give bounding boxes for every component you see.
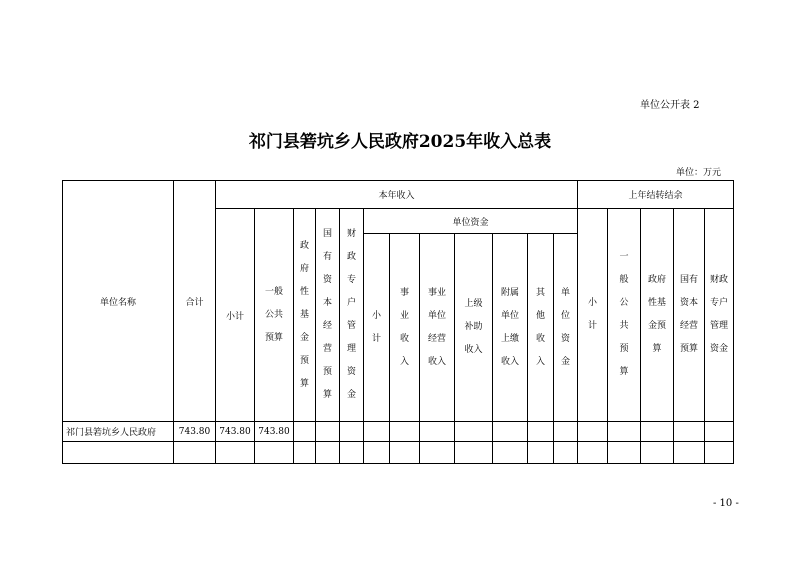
table-cell [390,422,420,442]
header-cy-state-capital: 国 有 资 本 经 营 预 算 [316,209,340,422]
table-cell [528,442,554,464]
header-cy-fiscal-special: 财 政 专 户 管 理 资 金 [340,209,364,422]
header-uf-business: 事 业 收 入 [390,234,420,422]
header-unit-funds: 单位资金 [364,209,578,234]
header-uf-operating: 事业 单位 经营 收入 [420,234,455,422]
header-cy-gov-fund: 政 府 性 基 金 预 算 [294,209,316,422]
table-cell [364,422,390,442]
page-title: 祁门县箬坑乡人民政府2025年收入总表 [248,132,552,152]
header-total: 合计 [174,181,216,422]
table-cell [608,422,641,442]
header-cy-general: 一般 公共 预算 [255,209,294,422]
header-uf-subsidy: 上级 补助 收入 [455,234,493,422]
table-cell [674,422,705,442]
table-cell [63,442,174,464]
page-number: - 10 - [713,498,739,509]
table-cell [340,422,364,442]
table-cell [316,442,340,464]
table-cell [554,422,578,442]
header-unit-name: 单位名称 [63,181,174,422]
table-cell [174,442,216,464]
header-current-year: 本年收入 [216,181,578,209]
header-py-fiscal-special: 财政 专户 管理 资金 [705,209,734,422]
header-py-unit-funds: 单 位 资 金 [554,234,578,422]
header-py-state-capital: 国有 资本 经营 预算 [674,209,705,422]
table-cell [705,442,734,464]
table-cell [578,422,608,442]
header-py-general: 一 般 公 共 预 算 [608,209,641,422]
table-row [63,422,734,442]
unit-label: 单位：万元 [676,168,722,178]
table-cell [294,442,316,464]
table-cell [340,442,364,464]
table-cell [674,442,705,464]
table-cell [554,442,578,464]
table-cell [455,442,493,464]
table-cell [705,422,734,442]
table-cell [578,442,608,464]
table-cell [216,442,255,464]
row-unit-name: 祁门县箬坑乡人民政府 [63,422,174,442]
header-prior-year: 上年结转结余 [578,181,734,209]
header-py-subtotal: 小 计 [578,209,608,422]
row-cy-subtotal: 743.80 [216,422,255,442]
table-cell [420,442,455,464]
table-cell [493,442,528,464]
header-py-gov-fund: 政府 性基 金预 算 [641,209,674,422]
revenue-table [62,180,734,464]
table-cell [255,442,294,464]
header-cy-subtotal: 小计 [216,209,255,422]
header-uf-subtotal: 小 计 [364,234,390,422]
table-cell [455,422,493,442]
table-cell [420,422,455,442]
table-cell [364,442,390,464]
table-cell [316,422,340,442]
row-cy-general: 743.80 [255,422,294,442]
table-cell [390,442,420,464]
row-total: 743.80 [174,422,216,442]
table-cell [528,422,554,442]
table-cell [608,442,641,464]
table-cell [493,422,528,442]
table-cell [641,442,674,464]
table-cell [641,422,674,442]
header-uf-affiliated: 附属 单位 上缴 收入 [493,234,528,422]
table-cell [294,422,316,442]
table-row [63,442,734,464]
form-label: 单位公开表 2 [640,100,700,111]
header-uf-other: 其 他 收 入 [528,234,554,422]
